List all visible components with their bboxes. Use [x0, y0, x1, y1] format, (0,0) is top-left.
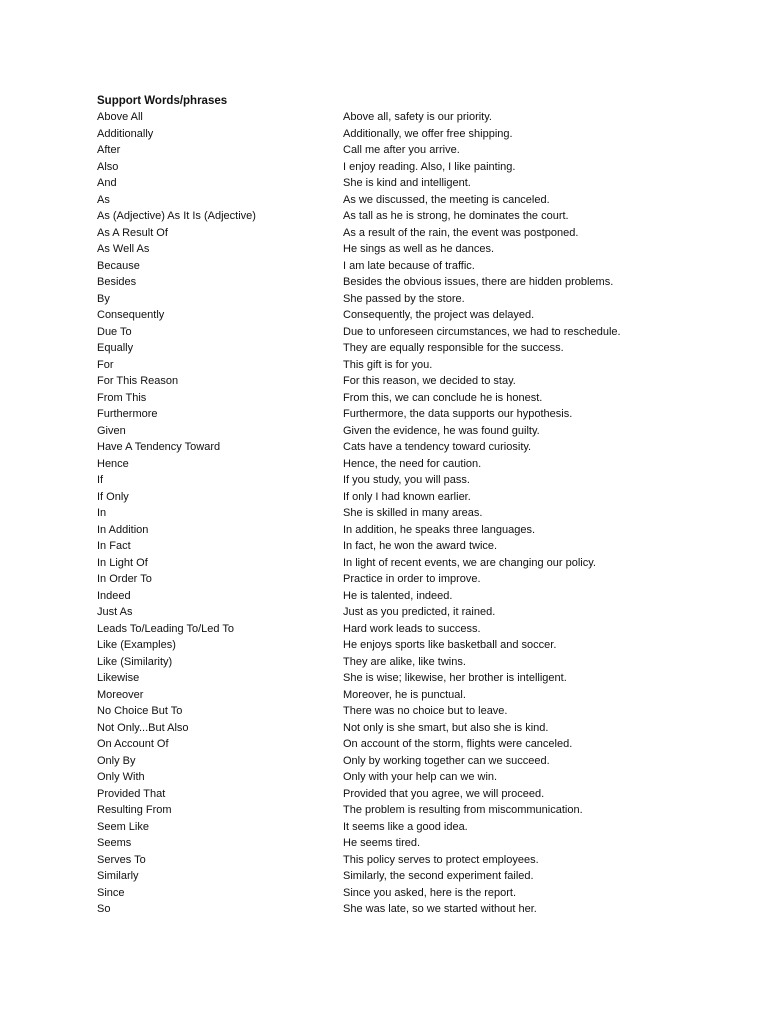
list-item: [97, 835, 657, 852]
example-sentence: For this reason, we decided to stay.: [343, 375, 516, 387]
support-word-term: Provided That: [97, 787, 166, 800]
list-item: [97, 736, 657, 753]
support-word-term: From This: [97, 391, 147, 404]
list-item: [97, 324, 657, 341]
example-sentence: He seems tired.: [343, 837, 421, 849]
support-word-term: No Choice But To: [97, 705, 183, 717]
support-word-term: Likewise: [97, 672, 140, 684]
support-word-term: For: [97, 358, 114, 371]
support-word-term: And: [97, 177, 117, 189]
support-word-term: For This Reason: [97, 375, 179, 387]
list-item: [97, 786, 657, 803]
list-item: [97, 373, 657, 390]
support-word-term: Because: [97, 259, 140, 272]
support-word-term: Like (Examples): [97, 639, 176, 651]
example-sentence: She is wise; likewise, her brother is intelligent.: [343, 672, 567, 684]
list-item: [97, 687, 657, 704]
list-item: [97, 241, 657, 258]
example-sentence: As tall as he is strong, he dominates the court.: [343, 210, 569, 222]
support-word-term: Due To: [97, 325, 132, 338]
list-item: [97, 142, 657, 159]
list-item: [97, 769, 657, 786]
example-sentence: Moreover, he is punctual.: [343, 688, 466, 701]
support-word-term: Since: [97, 886, 125, 899]
example-sentence: From this, we can conclude he is honest.: [343, 391, 543, 404]
list-item: [97, 456, 657, 473]
example-sentence: In addition, he speaks three languages.: [343, 523, 536, 536]
example-sentence: They are alike, like twins.: [343, 655, 466, 668]
example-sentence: There was no choice but to leave.: [343, 705, 508, 717]
example-sentence: As we discussed, the meeting is canceled.: [343, 193, 550, 206]
example-sentence: In fact, he won the award twice.: [343, 540, 498, 552]
support-word-term: Leads To/Leading To/Led To: [97, 622, 235, 635]
example-sentence: He sings as well as he dances.: [343, 243, 495, 255]
example-sentence: Only by working together can we succeed.: [343, 754, 550, 767]
example-sentence: The problem is resulting from miscommunication.: [343, 804, 583, 816]
example-sentence: If you study, you will pass.: [343, 474, 470, 486]
list-item: [97, 192, 657, 209]
list-item: [97, 604, 657, 621]
list-item: [97, 159, 657, 176]
example-sentence: Given the evidence, he was found guilty.: [343, 424, 540, 437]
list-item: [97, 885, 657, 902]
list-item: [97, 637, 657, 654]
example-sentence: Above all, safety is our priority.: [343, 111, 492, 123]
example-sentence: Practice in order to improve.: [343, 573, 481, 585]
support-word-term: Hence: [97, 457, 129, 470]
support-word-term: In Fact: [97, 540, 131, 552]
list-item: [97, 225, 657, 242]
support-word-term: As: [97, 193, 110, 206]
list-item: [97, 291, 657, 308]
support-word-term: As A Result Of: [97, 226, 168, 239]
list-item: [97, 340, 657, 357]
example-sentence: She is skilled in many areas.: [343, 507, 483, 519]
support-word-term: Given: [97, 424, 126, 437]
list-item: [97, 505, 657, 522]
support-word-term: In Addition: [97, 523, 149, 536]
list-item: [97, 126, 657, 143]
example-sentence: If only I had known earlier.: [343, 490, 471, 503]
support-word-term: On Account Of: [97, 738, 169, 750]
support-word-term: Like (Similarity): [97, 655, 173, 668]
example-sentence: Call me after you arrive.: [343, 144, 460, 156]
support-word-term: After: [97, 144, 121, 156]
list-item: [97, 852, 657, 869]
example-sentence: This policy serves to protect employees.: [343, 853, 539, 866]
example-sentence: Provided that you agree, we will proceed.: [343, 787, 545, 800]
support-word-term: Equally: [97, 342, 134, 354]
support-word-term: Only By: [97, 754, 136, 767]
support-word-term: Only With: [97, 771, 145, 783]
list-item: [97, 753, 657, 770]
support-word-term: Not Only...But Also: [97, 721, 189, 734]
support-words-list: [97, 109, 657, 918]
example-sentence: I am late because of traffic.: [343, 259, 475, 272]
list-item: [97, 522, 657, 539]
support-word-term: If Only: [97, 490, 129, 503]
example-sentence: He is talented, indeed.: [343, 589, 453, 602]
example-sentence: She passed by the store.: [343, 292, 465, 305]
support-word-term: By: [97, 292, 110, 305]
list-item: [97, 538, 657, 555]
support-word-term: Consequently: [97, 309, 165, 321]
list-item: [97, 489, 657, 506]
list-item: [97, 802, 657, 819]
list-item: [97, 258, 657, 275]
example-sentence: As a result of the rain, the event was postponed.: [343, 226, 579, 239]
list-item: [97, 109, 657, 126]
list-item: [97, 670, 657, 687]
support-word-term: Seems: [97, 837, 132, 849]
list-item: [97, 357, 657, 374]
document-heading: Support Words/phrases: [97, 95, 228, 107]
support-word-term: As Well As: [97, 243, 150, 255]
example-sentence: Due to unforeseen circumstances, we had to reschedule.: [343, 325, 621, 338]
example-sentence: In light of recent events, we are changing our policy.: [343, 556, 596, 569]
example-sentence: Hence, the need for caution.: [343, 457, 482, 470]
support-word-term: Indeed: [97, 589, 131, 602]
list-item: [97, 819, 657, 836]
support-word-term: Moreover: [97, 688, 144, 701]
list-item: [97, 208, 657, 225]
list-item: [97, 571, 657, 588]
support-word-term: Besides: [97, 276, 137, 288]
example-sentence: Consequently, the project was delayed.: [343, 309, 535, 321]
example-sentence: On account of the storm, flights were canceled.: [343, 738, 573, 750]
list-item: [97, 555, 657, 572]
support-word-term: Similarly: [97, 870, 139, 882]
support-word-term: Furthermore: [97, 408, 158, 420]
list-item: [97, 423, 657, 440]
example-sentence: Not only is she smart, but also she is kind.: [343, 721, 549, 734]
support-word-term: So: [97, 903, 111, 915]
support-word-term: Resulting From: [97, 804, 172, 816]
list-item: [97, 901, 657, 918]
list-item: [97, 588, 657, 605]
list-item: [97, 868, 657, 885]
example-sentence: It seems like a good idea.: [343, 820, 468, 833]
support-word-term: In: [97, 507, 107, 519]
support-word-term: Just As: [97, 606, 133, 618]
example-sentence: Furthermore, the data supports our hypothesis.: [343, 408, 573, 420]
support-word-term: Additionally: [97, 127, 154, 140]
list-item: [97, 472, 657, 489]
example-sentence: He enjoys sports like basketball and soccer.: [343, 639, 557, 651]
example-sentence: Besides the obvious issues, there are hidden problems.: [343, 276, 614, 288]
example-sentence: Hard work leads to success.: [343, 622, 481, 635]
support-word-term: As (Adjective) As It Is (Adjective): [97, 210, 256, 222]
list-item: [97, 654, 657, 671]
list-item: [97, 621, 657, 638]
list-item: [97, 175, 657, 192]
list-item: [97, 703, 657, 720]
support-word-term: Have A Tendency Toward: [97, 441, 221, 453]
example-sentence: They are equally responsible for the success.: [343, 342, 564, 354]
list-item: [97, 274, 657, 291]
example-sentence: Only with your help can we win.: [343, 771, 498, 783]
list-item: [97, 720, 657, 737]
list-item: [97, 307, 657, 324]
support-word-term: If: [97, 474, 104, 486]
example-sentence: Just as you predicted, it rained.: [343, 606, 496, 618]
example-sentence: Similarly, the second experiment failed.: [343, 870, 534, 882]
example-sentence: This gift is for you.: [343, 358, 433, 371]
support-word-term: In Order To: [97, 573, 152, 585]
example-sentence: Since you asked, here is the report.: [343, 886, 517, 899]
example-sentence: Additionally, we offer free shipping.: [343, 127, 513, 140]
support-word-term: In Light Of: [97, 556, 148, 569]
list-item: [97, 439, 657, 456]
list-item: [97, 406, 657, 423]
example-sentence: I enjoy reading. Also, I like painting.: [343, 160, 516, 173]
support-word-term: Seem Like: [97, 820, 149, 833]
list-item: [97, 390, 657, 407]
support-word-term: Serves To: [97, 853, 146, 866]
example-sentence: Cats have a tendency toward curiosity.: [343, 441, 532, 453]
support-word-term: Also: [97, 160, 119, 173]
example-sentence: She was late, so we started without her.: [343, 903, 537, 915]
example-sentence: She is kind and intelligent.: [343, 177, 471, 189]
support-word-term: Above All: [97, 111, 143, 123]
